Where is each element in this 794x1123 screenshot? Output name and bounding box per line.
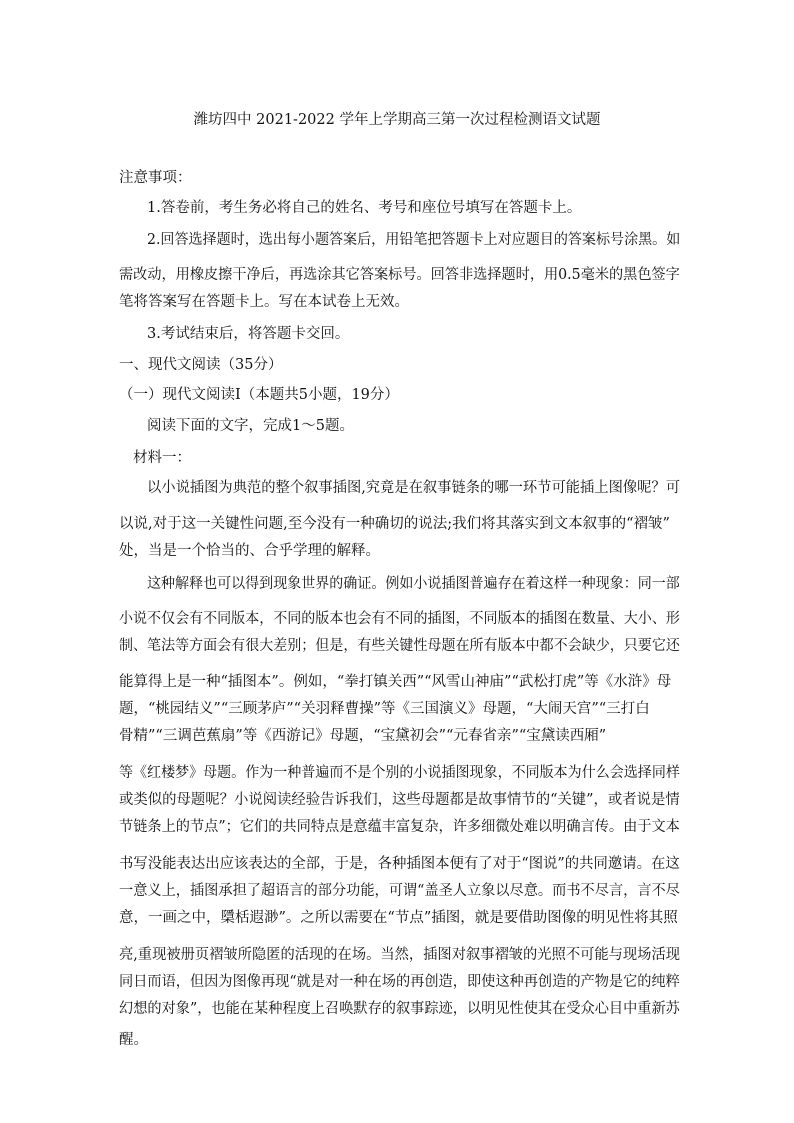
body-line: 意，一画之中，檃栝遐渺”。之所以需要在“节点”插图，就是要借助图像的明见性将其照: [119, 910, 678, 926]
body-line: 小说不仅会有不同版本，不同的版本也会有不同的插图，不同版本的插图在数量、大小、形: [119, 611, 680, 627]
body-line: 这种解释也可以得到现象世界的确证。例如小说插图普遍存在着这样一种现象：同一部: [147, 576, 680, 592]
body-line: 制、笔法等方面会有很大差别；但是，有些关键性母题在所有版本中都不会缺少，只要它还: [119, 638, 680, 654]
body-line: 以说,对于这一关键性问题,至今没有一种确切的说法;我们将其落实到文本叙事的“褶皱”: [119, 516, 670, 532]
body-line: 处，当是一个恰当的、合乎学理的解释。: [119, 543, 380, 559]
body-line: 或类似的母题呢？小说阅读经验告诉我们，这些母题都是故事情节的“关键”，或者说是情: [119, 792, 680, 808]
document-title: 潍坊四中 2021-2022 学年上学期高三第一次过程检测语文试题: [193, 112, 601, 128]
body-line: 同日而语，但因为图像再现“就是对一种在场的再创造，即使这种再创造的产物是它的纯粹: [119, 974, 680, 990]
body-line: 题，“桃园结义”“三顾茅庐”“关羽释曹操”等《三国演义》母题，“大闹天宫”“三打白: [119, 701, 650, 717]
body-line: 一意义上，插图承担了超语言的部分功能，可谓“盖圣人立象以尽意。而书不尽言，言不尽: [119, 883, 680, 899]
body-line: 等《红楼梦》母题。作为一种普遍而不是个别的小说插图现象，不同版本为什么会选择同样: [119, 765, 680, 781]
body-line: 能算得上是一种“插图本”。例如，“拳打镇关西”“风雪山神庙”“武松打虎”等《水浒》母: [119, 674, 672, 690]
notice-item: 3.考试结束后，将答题卡交回。: [147, 326, 350, 342]
section-heading: 一、现代文阅读（35分）: [119, 357, 283, 373]
notice-item: 1.答卷前，考生务必将自己的姓名、考号和座位号填写在答题卡上。: [147, 200, 582, 216]
body-line: 醒。: [119, 1032, 148, 1048]
body-line: 书写没能表达出应该表达的全部，于是，各种插图本便有了对于“图说”的共同邀请。在这: [119, 856, 680, 872]
notice-heading: 注意事项：: [119, 170, 192, 186]
body-line: 幻想的对象”，也能在某种程度上召唤默存的叙事踪迹，以明见性使其在受众心目中重新苏: [119, 1001, 680, 1017]
notice-item: 笔将答案写在答题卡上。写在本试卷上无效。: [119, 294, 409, 310]
notice-item: 2.回答选择题时，选出每小题答案后，用铅笔把答题卡上对应题目的答案标号涂黑。如: [147, 232, 681, 248]
notice-item: 需改动，用橡皮擦干净后，再选涂其它答案标号。回答非选择题时，用0.5毫米的黑色签字: [119, 267, 680, 283]
material-label: 材料一：: [133, 450, 191, 466]
subsection-heading: （一）现代文阅读Ⅰ（本题共5小题，19分）: [119, 387, 399, 403]
body-line: 以小说插图为典范的整个叙事插图,究竟是在叙事链条的哪一环节可能插上图像呢？可: [147, 480, 680, 496]
body-line: 亮,重现被册页褶皱所隐匿的活现的在场。当然，插图对叙事褶皱的光照不可能与现场活现: [119, 947, 680, 963]
body-line: 节链条上的节点”；它们的共同特点是意蕴丰富复杂，许多细微处难以明确言传。由于文本: [119, 819, 680, 835]
body-line: 骨精”“三调芭蕉扇”等《西游记》母题，“宝黛初会”“元春省亲”“宝黛读西厢”: [119, 728, 607, 744]
instruction-text: 阅读下面的文字，完成1～5题。: [147, 418, 354, 434]
